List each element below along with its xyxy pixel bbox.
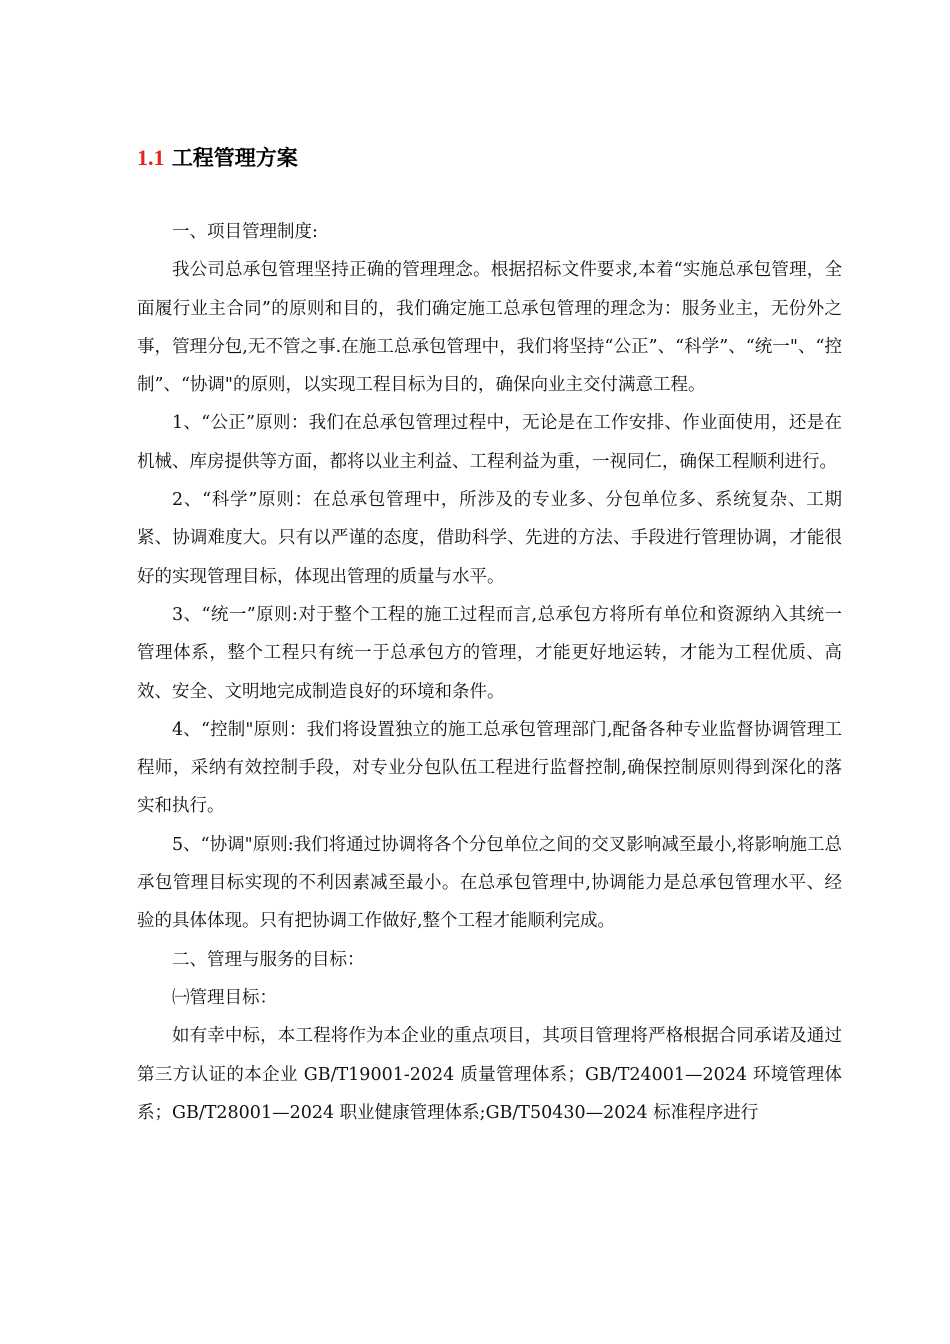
paragraph-principle-unity: 3、“统一”原则:对于整个工程的施工过程而言,总承包方将所有单位和资源纳入其统一管理体系，整个工程只有统一于总承包方的管理，才能更好地运转，才能为工程优质、高效、安全、文明地完成制造良好的环境和条件。	[137, 604, 842, 702]
section-title: 工程管理方案	[171, 146, 298, 170]
subheading-goals: 二、管理与服务的目标：	[172, 949, 365, 970]
paragraph-principle-science: 2、“科学”原则：在总承包管理中，所涉及的专业多、分包单位多、系统复杂、工期紧、协调难度大。只有以严谨的态度，借助科学、先进的方法、手段进行管理协调，才能很好的实现管理目标，体现出管理的质量与水平。	[137, 490, 842, 587]
subheading-management-goal: ㈠管理目标：	[172, 987, 277, 1008]
section-number: 1.1	[137, 145, 165, 170]
paragraph-project-management: 如有幸中标，本工程将作为本企业的重点项目，其项目管理将严格根据合同承诺及通过第三方认证的本企业 GB/T19001-2024 质量管理体系；GB/T24001—2024 环境管理体系；GB/T28001—2024 职业健康管理体系;GB/T50430—2024 标准程序进行	[137, 1026, 842, 1123]
subheading-management-system: 一、项目管理制度:	[172, 222, 318, 242]
paragraph-principle-coordination: 5、“协调"原则:我们将通过协调将各个分包单位之间的交叉影响减至最小,将影响施工总承包管理目标实现的不利因素减至最小。在总承包管理中,协调能力是总承包管理水平、经验的具体体现。只有把协调工作做好,整个工程才能顺利完成。	[137, 834, 842, 932]
document-body	[137, 213, 842, 1132]
paragraph-management-philosophy: 我公司总承包管理坚持正确的管理理念。根据招标文件要求,本着“实施总承包管理，全面履行业主合同”的原则和目的，我们确定施工总承包管理的理念为：服务业主，无份外之事，管理分包,无不管之事.在施工总承包管理中，我们将坚持“公正”、“科学”、“统一"、“控制”、“协调"的原则，以实现工程目标为目的，确保向业主交付满意工程。	[137, 260, 842, 396]
paragraph-principle-fairness: 1、“公正”原则：我们在总承包管理过程中，无论是在工作安排、作业面使用，还是在机械、库房提供等方面，都将以业主利益、工程利益为重，一视同仁，确保工程顺利进行。	[137, 413, 842, 472]
section-heading	[137, 143, 298, 173]
paragraph-principle-control: 4、“控制"原则：我们将设置独立的施工总承包管理部门,配备各种专业监督协调管理工程师，采纳有效控制手段，对专业分包队伍工程进行监督控制,确保控制原则得到深化的落实和执行。	[137, 719, 842, 817]
